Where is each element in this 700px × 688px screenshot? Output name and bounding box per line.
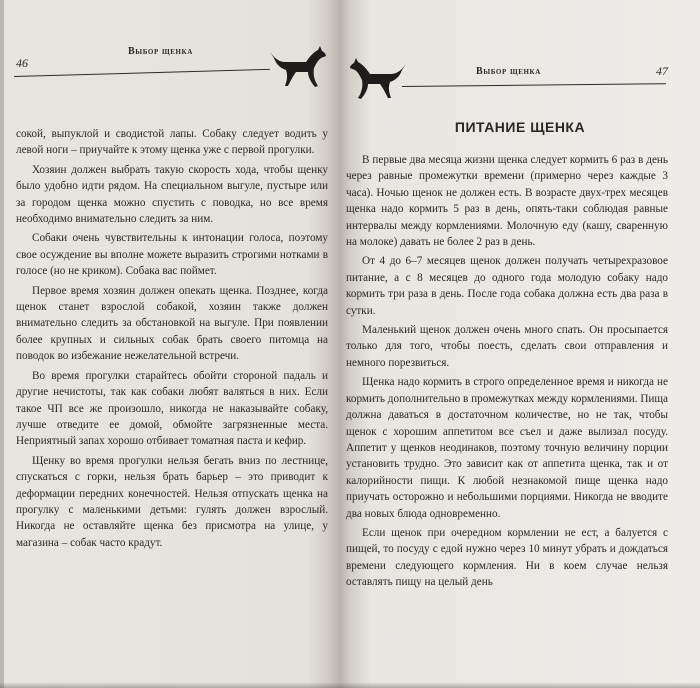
paragraph: Щенку во время прогулки нельзя бегать вниз по лестнице, спускаться с горки, нельзя брать барьер – это приводит к деформации передних конечностей. Нельзя отпускать щенка на прогулку с маленькими детьми: гулять должен взрослый. Никогда не оставляйте щенка без присмотра на улице, у магазина – собак часто крадут. (16, 454, 328, 549)
paragraph: Хозяин должен выбрать такую скорость хода, чтобы щенку было удобно идти рядом. На специальном выгуле, пустыре или за городом щенка можно спустить с поводка, но все время необходимо внимательно следить за ним. (16, 163, 328, 226)
paragraph: Если щенок при очередном кормлении не ест, а балуется с пищей, то посуду с едой нужно через 10 минут убрать и дождаться времени следующего кормления. Ни в коем случае нельзя оставлять пищу на целый день (346, 526, 668, 589)
paragraph: Собаки очень чувствительны к интонации голоса, поэтому свое осуждение вы вполне можете выразить строгими нотками в голосе (но не криком). Собака вас поймет. (16, 232, 328, 278)
right-running-head: Выбор щенка (476, 66, 541, 77)
left-running-head: Выбор щенка (128, 46, 193, 57)
right-body-text (346, 152, 668, 594)
paragraph: Маленький щенок должен очень много спать. Он просыпается только для того, чтобы поесть, сделать свои отправления и немного порезвиться. (346, 324, 668, 369)
paragraph: В первые два месяца жизни щенка следует кормить 6 раз в день через равные промежутки времени (примерно через каждые 3 часа). Ночью щенок не должен есть. В возрасте двух-трех месяцев щенка надо кормить 5 раз в день, опять-таки соблюдая равные интервалы между кормлениями. Молочную еду (кашу, сваренную на молоке) давать не более 2 раз в день. (346, 154, 668, 249)
left-header-rule (14, 69, 270, 77)
paragraph: Во время прогулки старайтесь обойти стороной падаль и другие нечистоты, так как собаки любят валяться в них. Если такое ЧП все же произошло, никогда не наказывайте собаку, лучше отведите ее домой, обмойте загрязненные места. Неприятный запах хорошо отбивает томатная паста и кефир. (16, 369, 328, 448)
right-page (340, 0, 700, 688)
paragraph: сокой, выпуклой и сводистой лапы. Собаку следует водить у левой ноги – приучайте к этому щенка уже с первой прогулки. (16, 128, 328, 157)
right-page-number: 47 (656, 64, 668, 78)
right-header-rule (402, 83, 666, 87)
page-bottom-shadow (0, 682, 700, 688)
dog-silhouette-icon (266, 42, 328, 90)
paragraph: От 4 до 6–7 месяцев щенок должен получать четырехразовое питание, а с 8 месяцев до одного года молодую собаку надо кормить три раза в день. После года собака должна есть два раза в сутки. (346, 255, 668, 317)
left-page (0, 0, 336, 688)
paragraph: Щенка надо кормить в строго определенное время и никогда не кормить дополнительно в промежутках между кормлениями. Пища должна даваться в достаточном количестве, но не так, чтобы щенок с хорошим аппетитом все съел и даже вылизал посуду. Аппетит у щенков неодинаков, поэтому точную величину порции установить трудно. Это зависит как от аппетита щенка, так и от калорийности пищи. К любой незнакомой пище щенка надо приучать осторожно и небольшими порциями. Никогда не вводите два новых блюда одновременно. (346, 376, 668, 520)
left-page-number: 46 (16, 56, 28, 70)
section-title: ПИТАНИЕ ЩЕНКА (454, 119, 586, 135)
paragraph: Первое время хозяин должен опекать щенка. Позднее, когда щенок станет взрослой собакой, хозяин также должен внимательно следить за обстановкой на выгуле. При появлении более крупных и сильных собак брать своего питомца на поводок во избежание нежелательной встречи. (16, 284, 328, 363)
dog-silhouette-icon (348, 54, 410, 102)
left-body-text (16, 126, 328, 554)
